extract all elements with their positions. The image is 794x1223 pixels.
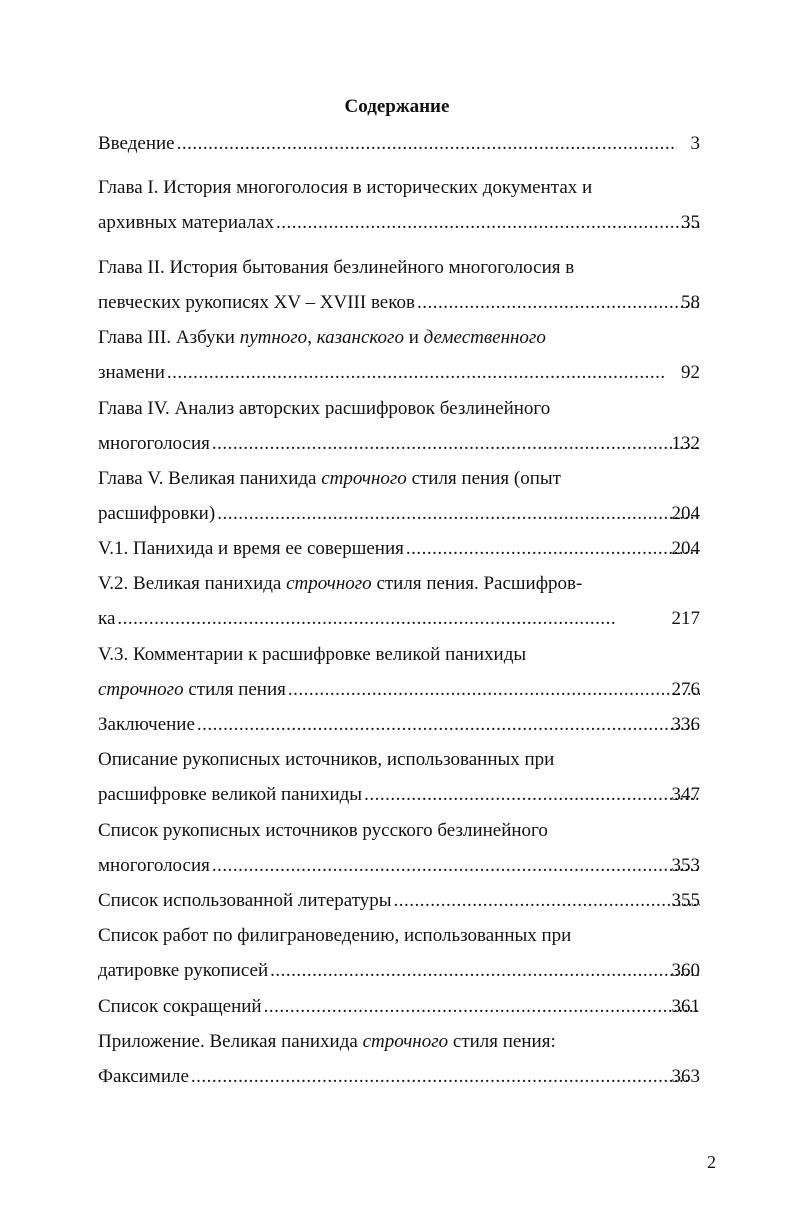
toc-entry-chapter-4[interactable]: многоголосия ..... 132 [98,430,700,458]
toc-page: 58 [681,292,700,313]
page-number: 2 [707,1152,716,1172]
toc-entry-chapter-1[interactable]: архивных материалах ..... 35 [98,209,700,237]
toc-entry-chapter-3[interactable]: знамени ..... 92 [98,359,700,387]
toc-entry-line: Глава I. История многоголосия в исторических документах и [98,177,593,198]
toc-entry-filigree-works[interactable]: датировке рукописей ..... 360 [98,957,700,985]
toc-entry-line: V.3. Комментарии к расшифровке великой панихиды [98,644,527,665]
toc-entry-chapter-2[interactable]: певческих рукописях XV – XVIII веков ..... 58 [98,289,700,317]
toc-entry-line: Описание рукописных источников, использованных при [98,749,555,770]
toc-entry-line: Приложение. Великая панихида строчного стиля пения: [98,1031,556,1052]
toc-page: 347 [671,784,700,805]
toc-entry-chapter-5[interactable]: расшифровки) ..... 204 [98,500,700,528]
toc-entry-introduction[interactable]: Введение ..... 3 [98,130,700,158]
toc-entry-line: Глава V. Великая панихида строчного стиля пения (опыт [98,468,561,489]
toc-entry-section-5-1[interactable]: V.1. Панихида и время ее совершения ..... 204 [98,535,700,563]
toc-page: 35 [681,212,700,233]
toc-entry-line: Глава III. Азбуки путного, казанского и демественного [98,327,546,348]
toc-entry-line: Глава IV. Анализ авторских расшифровок безлинейного [98,398,551,419]
toc-entry-section-5-2[interactable]: ка ..... 217 [98,605,700,633]
toc-page: 92 [681,362,700,383]
toc-page: 217 [671,608,700,629]
toc-entry-line: Список работ по филиграноведению, использованных при [98,925,572,946]
toc-page: 3 [690,133,700,154]
toc-page: 132 [671,433,700,454]
toc-entry-appendix[interactable]: Факсимиле ..... 363 [98,1063,700,1091]
toc-entry-line: V.2. Великая панихида строчного стиля пения. Расшифров- [98,573,583,594]
toc-entry-sources-description[interactable]: расшифровке великой панихиды ..... 347 [98,781,700,809]
toc-page: 360 [671,960,700,981]
toc-page: 361 [671,996,700,1017]
toc-page: 353 [671,855,700,876]
toc-entry-conclusion[interactable]: Заключение ..... 336 [98,711,700,739]
toc-page: 204 [671,503,700,524]
toc-page: 204 [671,538,700,559]
toc-page: 355 [671,890,700,911]
toc-page: 336 [671,714,700,735]
toc-entry-abbreviations[interactable]: Список сокращений ..... 361 [98,993,700,1021]
page-title: Содержание [344,96,450,117]
toc-page: 363 [671,1066,700,1087]
toc-entry-section-5-3[interactable]: строчного стиля пения ..... 276 [98,676,700,704]
toc-entry-line: Список рукописных источников русского безлинейного [98,820,548,841]
toc-entry-sources-list[interactable]: многоголосия ..... 353 [98,852,700,880]
toc-entry-line: Глава II. История бытования безлинейного многоголосия в [98,257,575,278]
toc-page: 276 [671,679,700,700]
toc-entry-literature[interactable]: Список использованной литературы ..... 355 [98,887,700,915]
